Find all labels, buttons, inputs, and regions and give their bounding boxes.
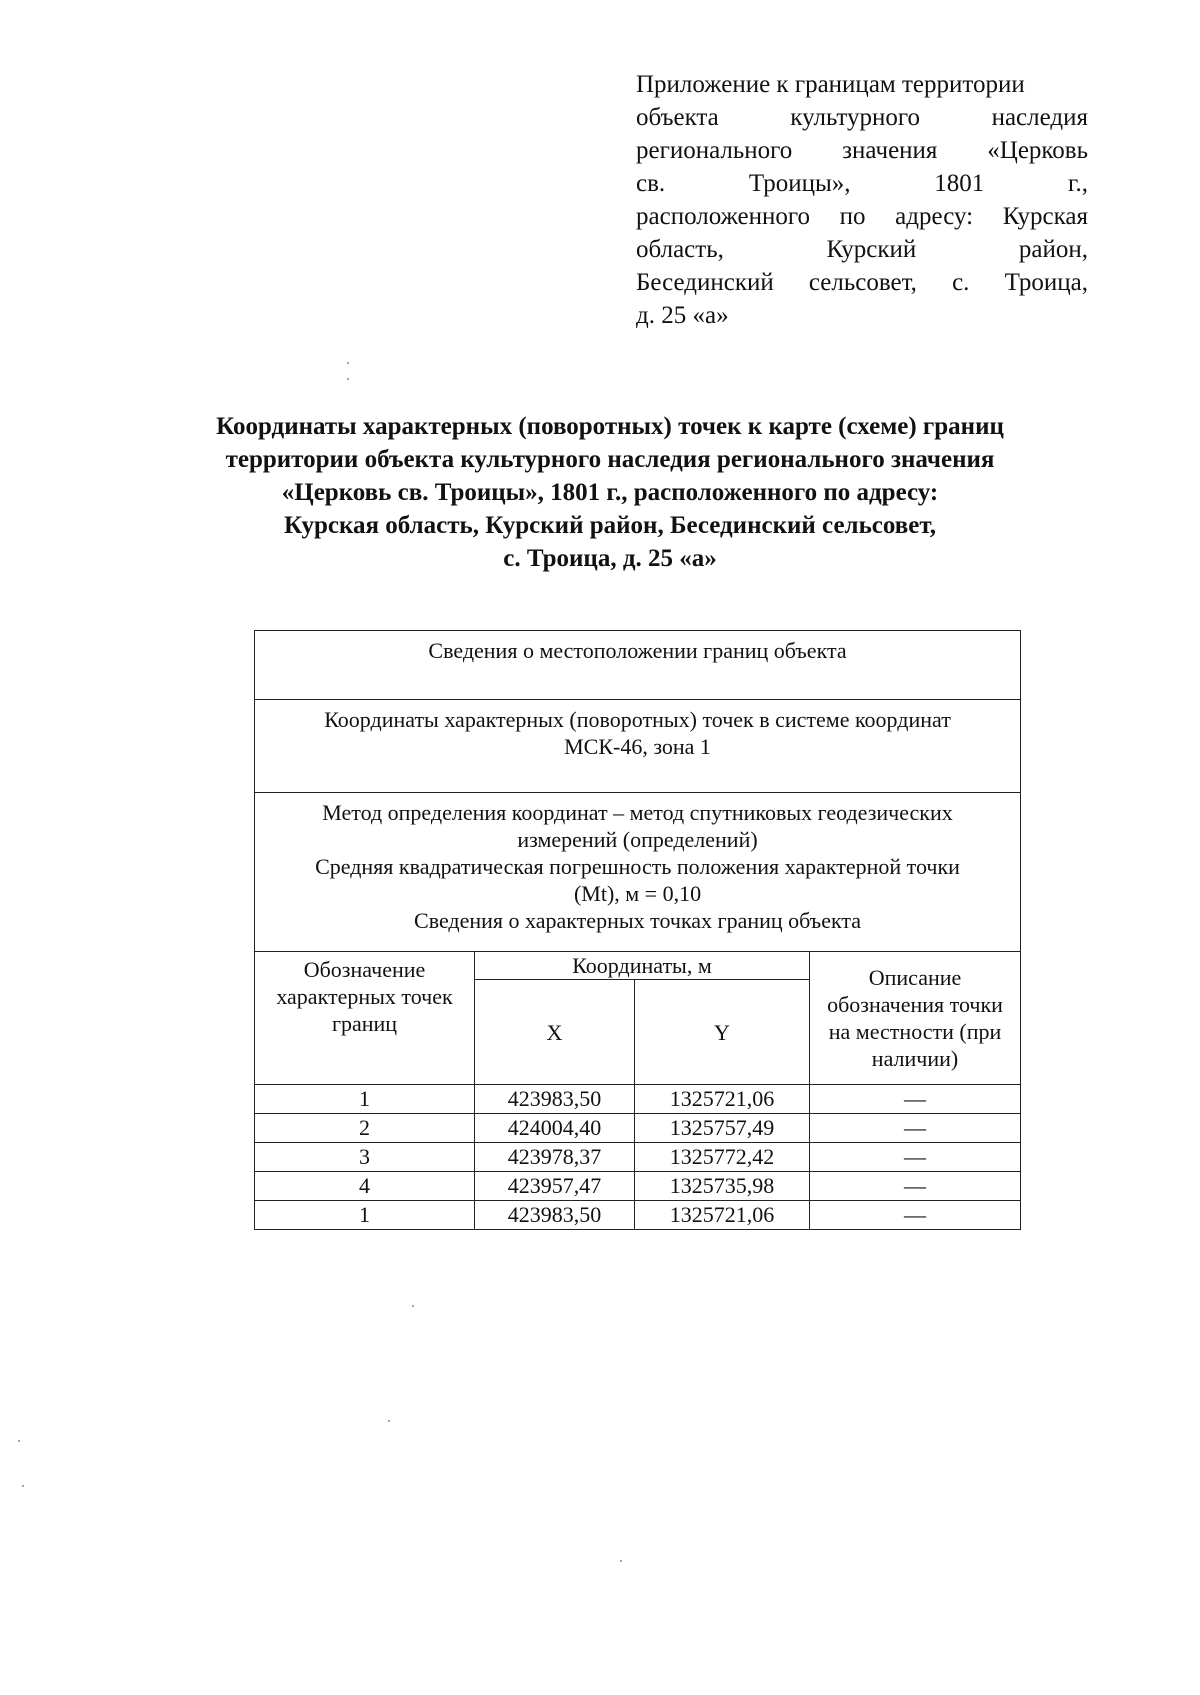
title-line: с. Троица, д. 25 «а» <box>503 545 717 572</box>
appendix-line: св. Троицы», 1801 г., <box>636 170 1088 197</box>
y-cell: 1325757,49 <box>635 1114 810 1143</box>
appendix-line: Бесединский сельсовет, с. Троица, <box>636 269 1088 296</box>
col-header-desc: Описание обозначения точки на местности (при наличии) <box>810 952 1021 1085</box>
accuracy-line: Средняя квадратическая погрешность положения характерной точки <box>315 854 960 879</box>
method-line: измерений (определений) <box>517 827 758 852</box>
desc-cell: — <box>810 1201 1021 1230</box>
desc-cell: — <box>810 1085 1021 1114</box>
x-cell: 423983,50 <box>475 1085 635 1114</box>
scan-speck <box>347 378 349 380</box>
table-row <box>255 1085 1021 1114</box>
table-row <box>255 1143 1021 1172</box>
title-line: Курская область, Курский район, Бесединский сельсовет, <box>283 512 937 539</box>
x-cell: 424004,40 <box>475 1114 635 1143</box>
scan-speck <box>620 1560 622 1562</box>
point-cell: 3 <box>255 1143 475 1172</box>
title-line: «Церковь св. Троицы», 1801 г., расположенного по адресу: <box>281 479 939 506</box>
point-cell: 1 <box>255 1085 475 1114</box>
appendix-line: область, Курский район, <box>636 236 1088 263</box>
appendix-line: расположенного по адресу: Курская <box>636 203 1088 230</box>
x-cell: 423957,47 <box>475 1172 635 1201</box>
x-cell: 423978,37 <box>475 1143 635 1172</box>
appendix-line: Приложение к границам территории <box>636 71 1025 98</box>
y-cell: 1325721,06 <box>635 1085 810 1114</box>
coordinate-system-cell <box>255 700 1021 793</box>
coordinates-table <box>254 630 1021 1230</box>
desc-cell: — <box>810 1114 1021 1143</box>
y-cell: 1325772,42 <box>635 1143 810 1172</box>
point-cell: 4 <box>255 1172 475 1201</box>
scan-speck <box>347 362 349 364</box>
point-cell: 2 <box>255 1114 475 1143</box>
appendix-note <box>636 68 1088 332</box>
table-row <box>255 1201 1021 1230</box>
accuracy-line: (Mt), м = 0,10 <box>573 881 702 906</box>
scan-speck <box>18 1440 20 1442</box>
col-header-y: Y <box>635 980 810 1085</box>
scan-speck <box>388 1420 390 1422</box>
desc-cell: — <box>810 1172 1021 1201</box>
desc-cell: — <box>810 1143 1021 1172</box>
point-cell: 1 <box>255 1201 475 1230</box>
appendix-line: регионального значения «Церковь <box>636 137 1088 164</box>
info-header-cell: Сведения о местоположении границ объекта <box>255 631 1021 700</box>
col-header-point: Обозначение характерных точек границ <box>255 952 475 1085</box>
coordinate-system-line: МСК-46, зона 1 <box>564 734 711 759</box>
document-title <box>150 410 1070 575</box>
col-header-x: X <box>475 980 635 1085</box>
appendix-line: объекта культурного наследия <box>636 104 1088 131</box>
points-header: Сведения о характерных точках границ объекта <box>414 908 861 933</box>
coordinate-system-line: Координаты характерных (поворотных) точек в системе координат <box>324 707 951 732</box>
y-cell: 1325721,06 <box>635 1201 810 1230</box>
scan-speck <box>22 1485 24 1487</box>
y-cell: 1325735,98 <box>635 1172 810 1201</box>
table-row <box>255 1172 1021 1201</box>
title-line: территории объекта культурного наследия регионального значения <box>225 446 995 473</box>
method-line: Метод определения координат – метод спутниковых геодезических <box>322 800 953 825</box>
x-cell: 423983,50 <box>475 1201 635 1230</box>
scan-speck <box>412 1305 414 1307</box>
appendix-line: д. 25 «а» <box>636 302 729 329</box>
table-row <box>255 1114 1021 1143</box>
method-cell <box>255 793 1021 952</box>
title-line: Координаты характерных (поворотных) точек к карте (схеме) границ <box>216 413 1004 440</box>
col-header-coords: Координаты, м <box>475 952 810 980</box>
